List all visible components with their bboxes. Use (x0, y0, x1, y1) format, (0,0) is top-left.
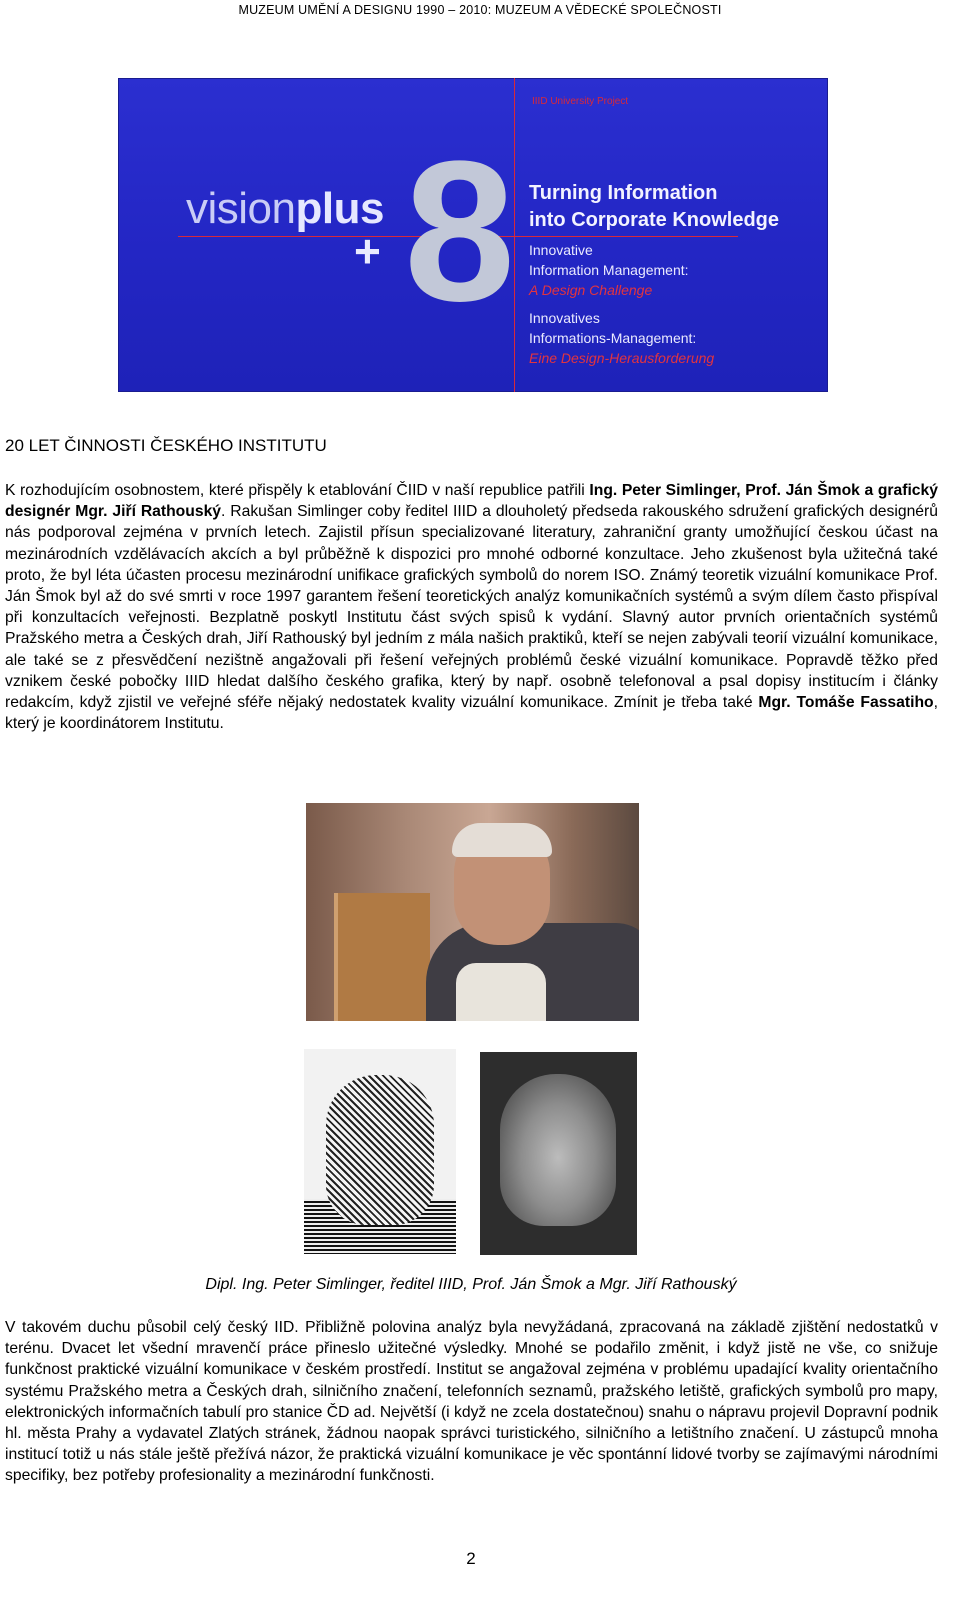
visionplus-banner-image (118, 78, 828, 392)
section-title: 20 LET ČINNOSTI ČESKÉHO INSTITUTU (5, 436, 327, 455)
photo-smok (304, 1049, 456, 1254)
banner-project-label: IIID University Project (532, 96, 629, 107)
photo-simlinger (306, 803, 639, 1021)
para1-bold-fassati: Mgr. Tomáše Fassatiho (758, 694, 934, 712)
photo-rathousky (480, 1052, 637, 1255)
paragraph-personalities (5, 480, 938, 734)
banner-de-line1: Innovatives (529, 310, 600, 326)
banner-de-line2: Informations-Management: (529, 330, 697, 346)
banner-title-line1: Turning Information (529, 182, 718, 204)
photo1-shirt (456, 963, 546, 1021)
page-number: 2 (466, 1549, 476, 1568)
banner-en-line3: A Design Challenge (529, 282, 653, 298)
banner-brand-light: vision (186, 184, 296, 233)
banner-brand-bold: plus (295, 184, 384, 233)
photo2-face (326, 1075, 434, 1225)
banner-english-subtitle (529, 240, 689, 300)
banner-title-line2: into Corporate Knowledge (529, 209, 779, 231)
banner-plus-sign: + (354, 225, 381, 277)
banner-de-line3: Eine Design-Herausforderung (529, 350, 715, 366)
para1-bold-names: Ing. Peter Simlinger, Prof. Ján Šmok a grafický designér Mgr. Jiří Rathouský (5, 482, 938, 521)
para1-text-2: . Rakušan Simlinger coby ředitel IIID a dlouholetý předseda rakouského sdružení grafických designérů nás podporoval zejména v prvních letech. Zajistil přísun specializované literatury, zahraniční granty umožňující českou účast na mezinárodních vzdělávacích akcích a byl průběžně k dispozici pro mnohé odborné konzultace. Jeho zkušenost byla užitečná také proto, že byl léta účasten procesu mezinárodní unifikace grafických symbolů do norem ISO. Známý teoretik vizuální komunikace Prof. Ján Šmok byl až do své smrti v roce 1997 garantem řešení teoretických analýz komunikačních systémů a svým dílem často přispíval při konzultacích veřejnosti. Bezplatně poskytl Institutu část svých spisů k vydání. Slavný autor prvních orientačních systémů Pražského metra a Českých drah, Jiří Rathouský byl jedním z mála našich praktiků, kteří se nejen zabývali teorií vizuální komunikace, ale také se z přesvědčení nezištně angažovali při řešení veřejných problémů české vizuální komunikace. Popravdě těžko před vznikem české pobočky IIID hledat dalšího českého grafika, který by např. osobně telefonoval a psal dopisy institucím i články redakcím, když zjistil ve veřejné sféře nějaký nedostatek kvality vizuální komunikace. Zmínit je třeba také (5, 503, 938, 712)
paragraph-activity: V takovém duchu působil celý český IID. Přibližně polovina analýz byla nevyžádaná, zpracovaná na základě zjištění nedostatků v terénu. Dvacet let všední mravenčí práce přineslo užitečné výsledky. Mnohé se podařilo změnit, i když jistě ne vše, co snižuje funkčnost praktické vizuální komunikace v českém prostředí. Institut se angažoval zejména v problému upadající kvality orientačního systému Pražského metra a Českých drah, silničního značení, telefonních seznamů, pražského letiště, grafických symbolů pro mapy, elektronických informačních tabulí pro stanice ČD ad. Největší (i když ne zcela dostatečnou) snahu o nápravu projevil Dopravní podnik hl. města Prahy a vydavatel Zlatých stránek, žádnou naopak správci turistického, silničního a letištního značení. U zástupců mnoha institucí totiž u nás stále ještě přežívá názor, že praktická vizuální komunikace je věc spontánní lidové tvorby se zajímavými národními specifiky, bez potřeby profesionality a mezinárodní funkčnosti. (5, 1319, 939, 1485)
photo1-hair (452, 823, 552, 857)
banner-number: 8 (404, 120, 508, 343)
banner-vertical-rule (514, 78, 515, 392)
para1-text-1: K rozhodujícím osobnostem, které přispěly k etablování ČIID v naší republice patřili (5, 482, 590, 499)
banner-german-subtitle (529, 308, 714, 368)
para1-text-3: , který je koordinátorem Institutu. (5, 694, 938, 733)
banner-en-line2: Information Management: (529, 262, 689, 278)
photo3-face (500, 1074, 616, 1226)
banner-en-line1: Innovative (529, 242, 593, 258)
banner-title (529, 180, 779, 234)
running-header: MUZEUM UMĚNÍ A DESIGNU 1990 – 2010: MUZEUM A VĚDECKÉ SPOLEČNOSTI (238, 3, 722, 17)
photo-caption: Dipl. Ing. Peter Simlinger, ředitel IIID, Prof. Ján Šmok a Mgr. Jiří Rathouský (205, 1276, 737, 1293)
photo1-door (334, 893, 430, 1021)
